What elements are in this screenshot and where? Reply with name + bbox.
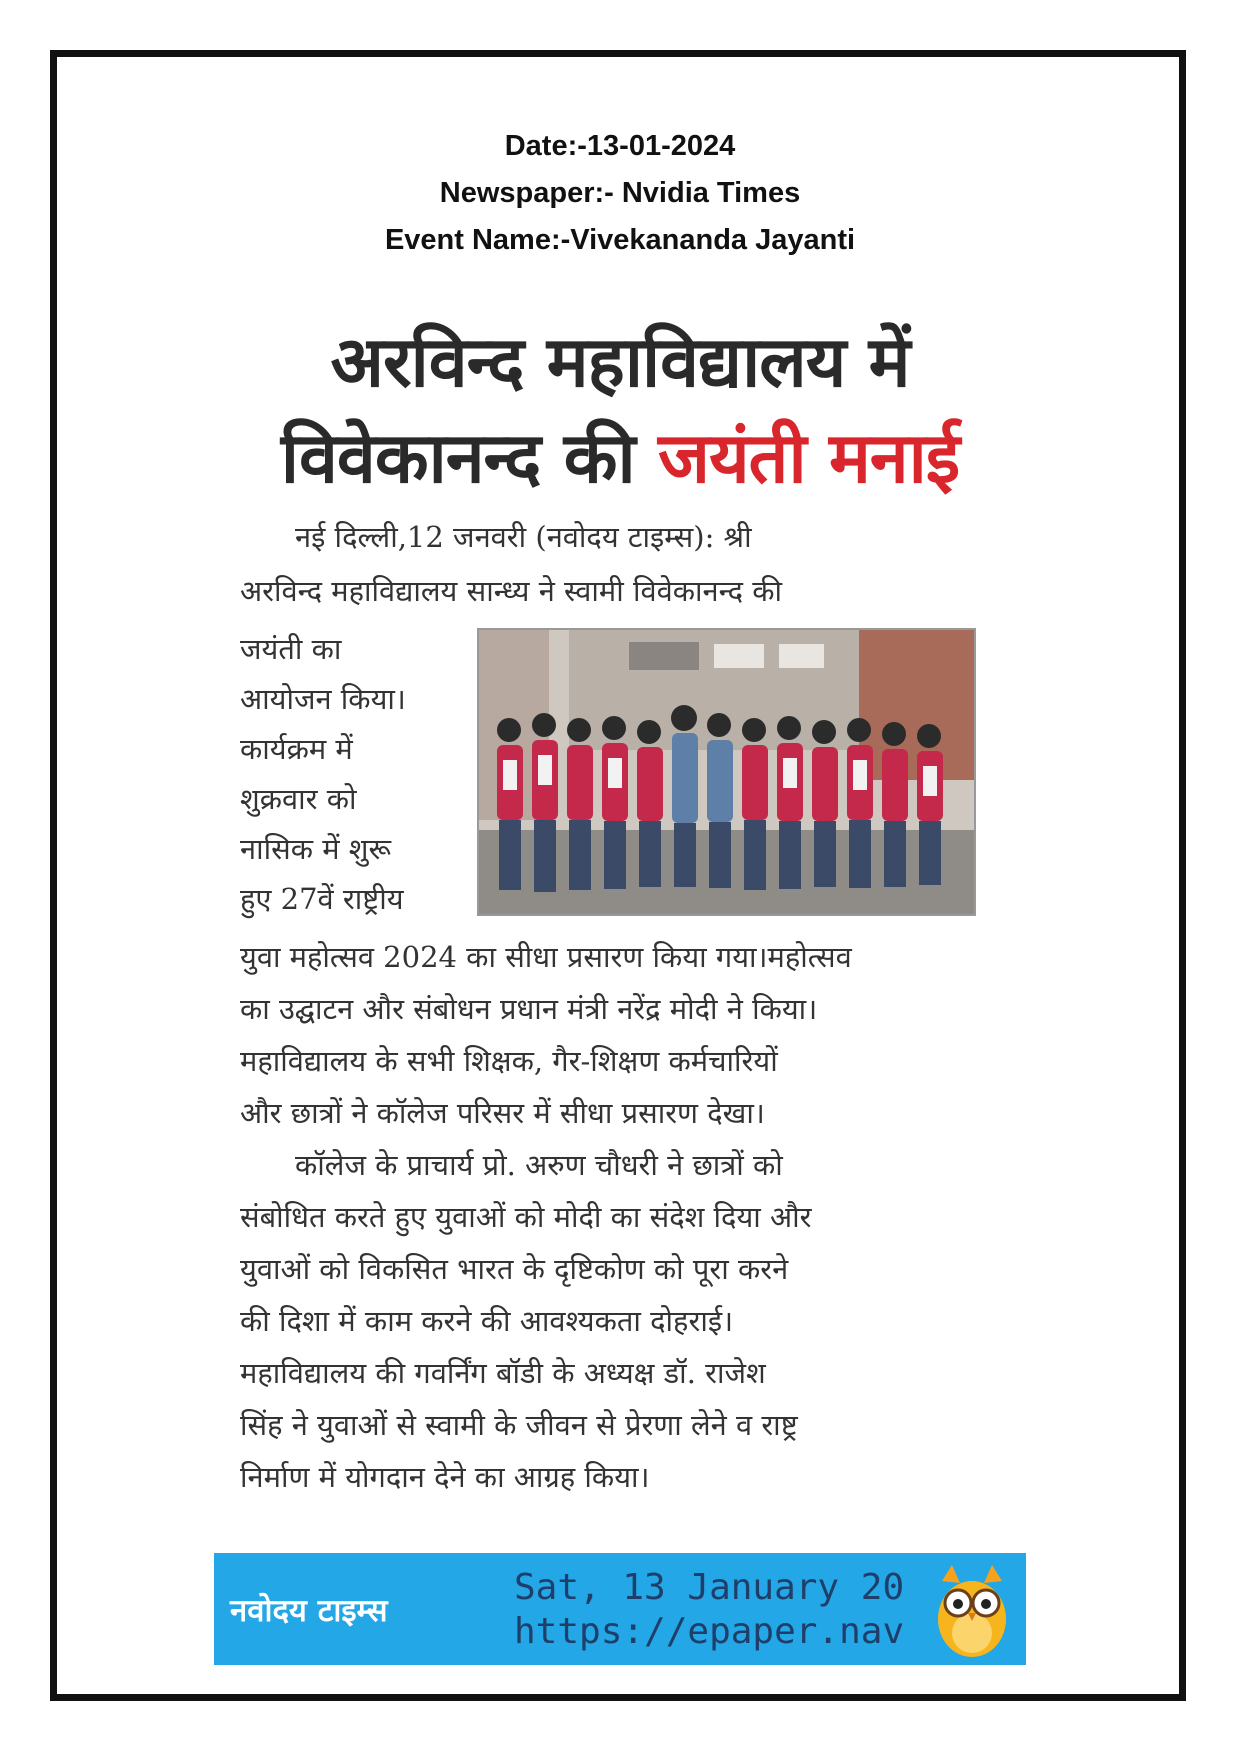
- article-line: कार्यक्रम में: [240, 732, 353, 766]
- newspaper-brand-logo: नवोदय टाइम्स: [230, 1593, 388, 1629]
- meta-newspaper: Newspaper:- Nvidia Times: [439, 177, 801, 209]
- article-line: आयोजन किया।: [240, 682, 406, 716]
- article-line: नासिक में शुरू: [240, 832, 392, 866]
- footer-url-text: https://epaper.nav: [514, 1611, 905, 1652]
- article-line: नई दिल्ली,12 जनवरी (नवोदय टाइम्स): श्री: [295, 520, 752, 554]
- owl-mascot-icon: [930, 1561, 1014, 1661]
- article-line: की दिशा में काम करने की आवश्यकता दोहराई।: [240, 1304, 734, 1338]
- headline-line-2: [240, 410, 1000, 506]
- article-line: सिंह ने युवाओं से स्वामी के जीवन से प्रेरणा लेने व राष्ट्र: [240, 1408, 798, 1442]
- article-line: कॉलेज के प्राचार्य प्रो. अरुण चौधरी ने छात्रों को: [295, 1148, 783, 1182]
- article-line: महाविद्यालय की गवर्निंग बॉडी के अध्यक्ष डॉ. राजेश: [240, 1356, 766, 1390]
- article-line: युवा महोत्सव 2024 का सीधा प्रसारण किया गया।महोत्सव: [240, 940, 852, 974]
- article-line: महाविद्यालय के सभी शिक्षक, गैर-शिक्षण कर्मचारियों: [240, 1044, 778, 1078]
- article-line: शुक्रवार को: [240, 782, 357, 816]
- headline-red-part: जयंती मनाई: [658, 417, 960, 499]
- footer-date-text: Sat, 13 January 20: [514, 1567, 905, 1608]
- article-line: हुए 27वें राष्ट्रीय: [240, 882, 404, 916]
- headline-line-1: अरविन्द महाविद्यालय में: [330, 321, 910, 403]
- group-photo: [477, 628, 976, 916]
- epaper-footer-banner: [214, 1553, 1026, 1665]
- article-line: जयंती का: [240, 632, 342, 666]
- article-line: संबोधित करते हुए युवाओं को मोदी का संदेश दिया और: [240, 1200, 812, 1234]
- headline-black-part: विवेकानन्द की: [280, 417, 635, 499]
- meta-event-name: Event Name:-Vivekananda Jayanti: [384, 224, 856, 256]
- group-photo-illustration: [479, 630, 974, 914]
- document-meta: [0, 123, 1240, 264]
- article-line: और छात्रों ने कॉलेज परिसर में सीधा प्रसारण देखा।: [240, 1096, 765, 1130]
- article-line: अरविन्द महाविद्यालय सान्ध्य ने स्वामी विवेकानन्द की: [240, 574, 782, 608]
- meta-date: Date:-13-01-2024: [504, 130, 736, 162]
- article-line: का उद्घाटन और संबोधन प्रधान मंत्री नरेंद्र मोदी ने किया।: [240, 992, 818, 1026]
- article-line: निर्माण में योगदान देने का आग्रह किया।: [240, 1460, 650, 1494]
- article-line: युवाओं को विकसित भारत के दृष्टिकोण को पूरा करने: [240, 1252, 789, 1286]
